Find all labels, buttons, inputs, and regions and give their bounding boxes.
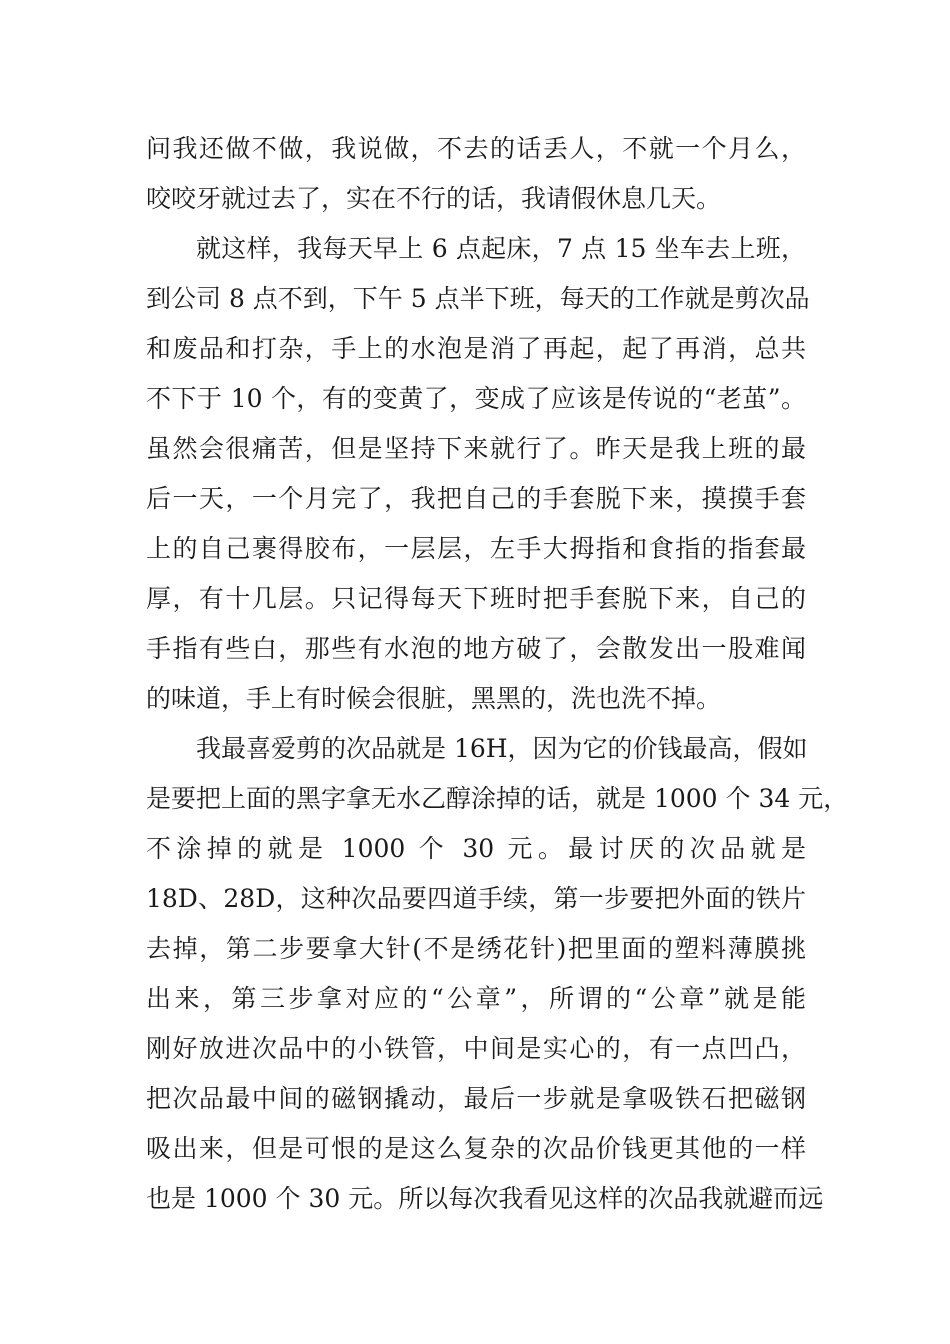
text-line: 去掉，第二步要拿大针(不是绣花针)把里面的塑料薄膜挑 [146, 934, 806, 963]
text-line: 的味道，手上有时候会很脏，黑黑的，洗也洗不掉。 [146, 684, 722, 713]
text-line: 和废品和打杂，手上的水泡是消了再起，起了再消，总共 [146, 334, 806, 363]
text-line: 虽然会很痛苦，但是坚持下来就行了。昨天是我上班的最 [146, 434, 806, 463]
text-line: 不涂掉的就是 1000 个 30 元。最讨厌的次品就是 [146, 834, 806, 863]
text-line: 不下于 10 个，有的变黄了，变成了应该是传说的“老茧”。 [146, 384, 806, 413]
text-line: 咬咬牙就过去了，实在不行的话，我请假休息几天。 [146, 184, 722, 213]
text-line: 刚好放进次品中的小铁管，中间是实心的，有一点凹凸， [146, 1034, 806, 1063]
text-line: 也是 1000 个 30 元。所以每次我看见这样的次品我就避而远 [146, 1184, 824, 1213]
text-line: 出来，第三步拿对应的“公章”，所谓的“公章”就是能 [146, 984, 806, 1013]
text-line: 把次品最中间的磁钢撬动，最后一步就是拿吸铁石把磁钢 [146, 1084, 806, 1113]
text-line: 是要把上面的黑字拿无水乙醇涂掉的话，就是 1000 个 34 元， [146, 784, 849, 813]
text-line: 问我还做不做，我说做，不去的话丢人，不就一个月么， [146, 134, 806, 163]
text-line: 到公司 8 点不到，下午 5 点半下班，每天的工作就是剪次品 [146, 284, 810, 313]
text-line: 18D、28D，这种次品要四道手续，第一步要把外面的铁片 [146, 884, 806, 913]
text-line: 厚，有十几层。只记得每天下班时把手套脱下来，自己的 [146, 584, 806, 613]
paragraph-start-line: 我最喜爱剪的次品就是 16H，因为它的价钱最高，假如 [196, 734, 808, 763]
text-line: 手指有些白，那些有水泡的地方破了，会散发出一股难闻 [146, 634, 806, 663]
paragraph-start-line: 就这样，我每天早上 6 点起床，7 点 15 坐车去上班， [196, 234, 806, 263]
text-line: 上的自己裹得胶布，一层层，左手大拇指和食指的指套最 [146, 534, 806, 563]
text-line: 后一天，一个月完了，我把自己的手套脱下来，摸摸手套 [146, 484, 806, 513]
text-line: 吸出来，但是可恨的是这么复杂的次品价钱更其他的一样 [146, 1134, 806, 1163]
